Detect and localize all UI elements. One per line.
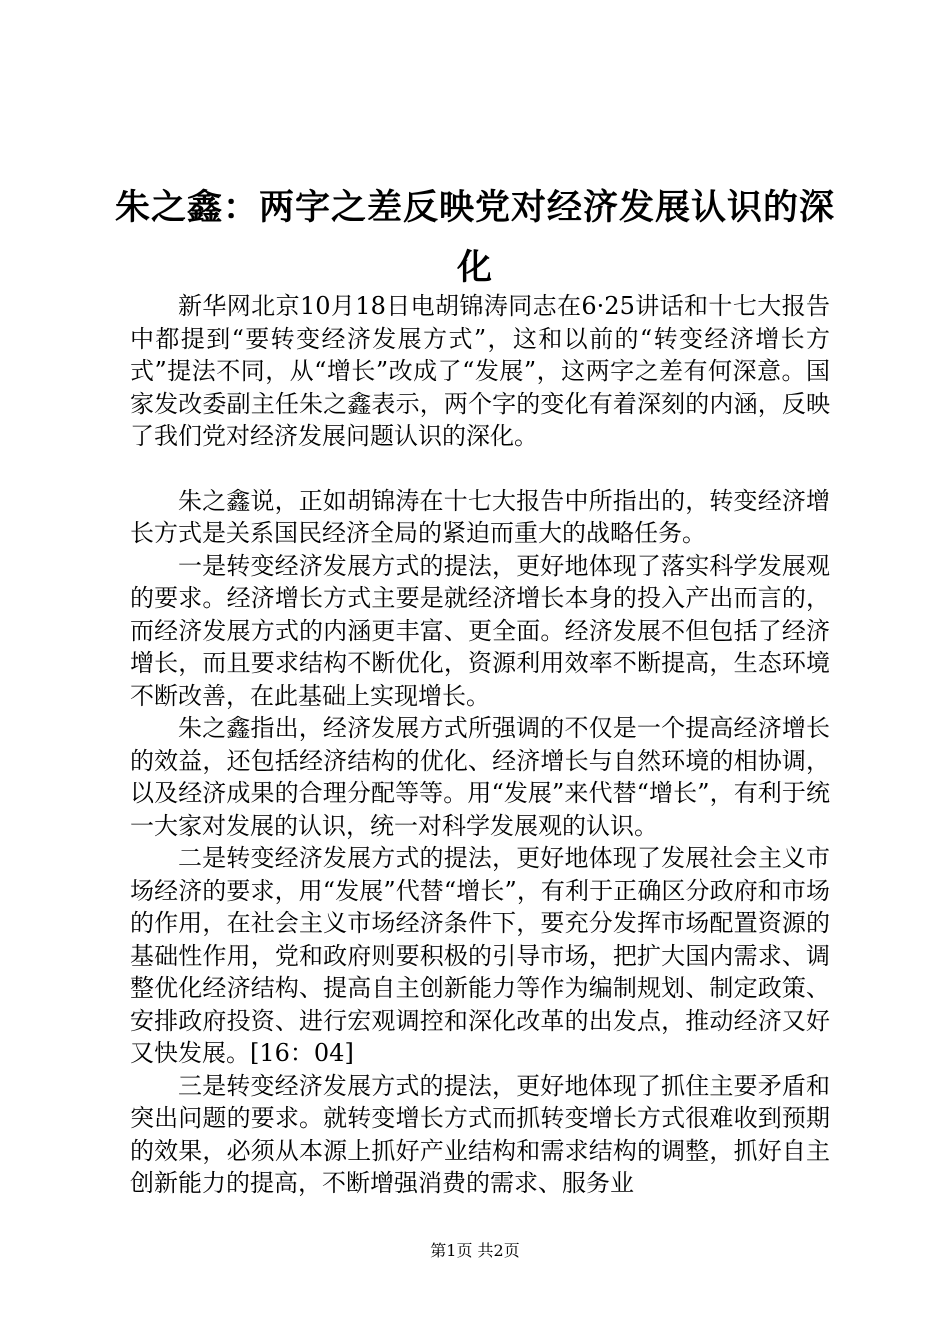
paragraph: 朱之鑫说，正如胡锦涛在十七大报告中所指出的，转变经济增长方式是关系国民经济全局的紧迫而重大的战略任务。 <box>130 486 830 547</box>
document-body <box>130 290 830 1200</box>
paragraph: 二是转变经济发展方式的提法，更好地体现了发展社会主义市场经济的要求，用“发展”代替“增长”，有利于正确区分政府和市场的作用，在社会主义市场经济条件下，要充分发挥市场配置资源的基础性作用，党和政府则要积极的引导市场，把扩大国内需求、调整优化经济结构、提高自主创新能力等作为编制规划、制定政策、安排政府投资、进行宏观调控和深化改革的出发点，推动经济又好又快发展。[16：04] <box>130 844 830 1067</box>
paragraph: 一是转变经济发展方式的提法，更好地体现了落实科学发展观的要求。经济增长方式主要是就经济增长本身的投入产出而言的，而经济发展方式的内涵更丰富、更全面。经济发展不但包括了经济增长，而且要求结构不断优化，资源利用效率不断提高，生态环境不断改善，在此基础上实现增长。 <box>130 551 830 710</box>
paragraph: 朱之鑫指出，经济发展方式所强调的不仅是一个提高经济增长的效益，还包括经济结构的优化、经济增长与自然环境的相协调，以及经济成果的合理分配等等。用“发展”来代替“增长”，有利于统一大家对发展的认识，统一对科学发展观的认识。 <box>130 714 830 840</box>
paragraph: 新华网北京10月18日电胡锦涛同志在6·25讲话和十七大报告中都提到“要转变经济发展方式”，这和以前的“转变经济增长方式”提法不同，从“增长”改成了“发展”，这两字之差有何深意。国家发改委副主任朱之鑫表示，两个字的变化有着深刻的内涵，反映了我们党对经济发展问题认识的深化。 <box>130 292 830 450</box>
page-footer: 第1页 共2页 <box>430 1241 520 1260</box>
paragraph: 三是转变经济发展方式的提法，更好地体现了抓住主要矛盾和突出问题的要求。就转变增长方式而抓转变增长方式很难收到预期的效果，必须从本源上抓好产业结构和需求结构的调整，抓好自主创新能力的提高，不断增强消费的需求、服务业 <box>130 1071 830 1197</box>
document-title: 朱之鑫：两字之差反映党对经济发展认识的深化 <box>114 187 835 288</box>
